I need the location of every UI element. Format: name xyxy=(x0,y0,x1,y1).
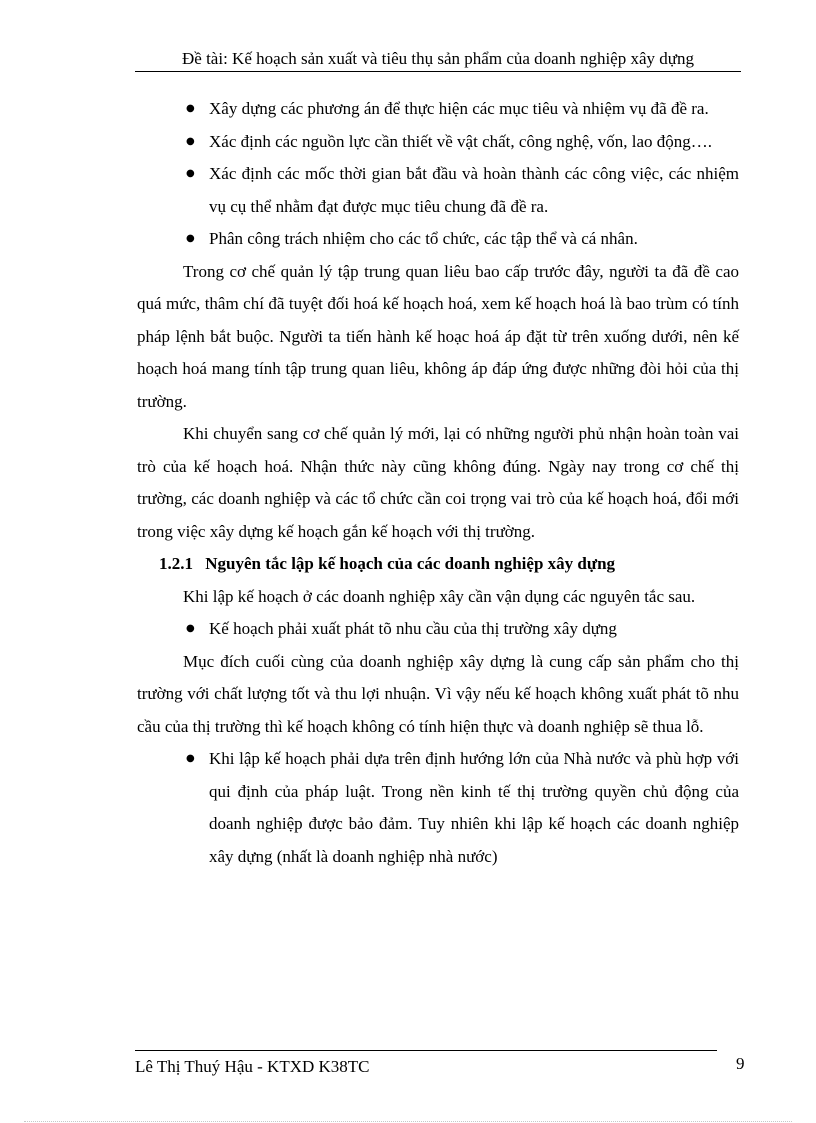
bullet-item: ● Xác định các mốc thời gian bắt đầu và hoàn thành các công việc, các nhiệm vụ cụ thể nhằm đạt được mục tiêu chung đã đề ra. xyxy=(137,158,739,223)
page-boundary xyxy=(24,1121,792,1122)
bullet-item: ● Phân công trách nhiệm cho các tổ chức, các tập thể và cá nhân. xyxy=(137,223,739,256)
bullet-item: ● Xác định các nguồn lực cần thiết về vật chất, công nghệ, vốn, lao động…. xyxy=(137,126,739,159)
bullet-item: ● Kế hoạch phải xuất phát tõ nhu cầu của thị trường xây dựng xyxy=(137,613,739,646)
paragraph: Khi chuyển sang cơ chế quản lý mới, lại có những người phủ nhận hoàn toàn vai trò của kế hoạch hoá. Nhận thức này cũng không đúng. Ngày nay trong cơ chế thị trường, các doanh nghiệp và các tổ chức cần coi trọng vai trò của kế hoạch hoá, đổi mới trong việc xây dựng kế hoạch gắn kế hoạch với thị trường. xyxy=(137,424,739,541)
section-title: Nguyên tắc lập kế hoạch của các doanh nghiệp xây dựng xyxy=(205,554,616,573)
section-number: 1.2.1 xyxy=(159,554,193,573)
paragraph: Trong cơ chế quản lý tập trung quan liêu bao cấp trước đây, người ta đã đề cao quá mức, thâm chí đã tuyệt đối hoá kế hoạch hoá, xem kế hoạch hoá là bao trùm có tính pháp lệnh bắt buộc. Người ta tiến hành kế hoạc hoá áp đặt từ trên xuống dưới, nên kế hoạch hoá mang tính tập trung quan liêu, không áp đáp ứng được những đòi hỏi của thị trường. xyxy=(137,261,739,411)
page-number: 9 xyxy=(736,1054,745,1073)
page-header: Đề tài: Kế hoạch sản xuất và tiêu thụ sản phẩm của doanh nghiệp xây dựng xyxy=(135,48,741,72)
bullet-list-principles-2 xyxy=(137,743,739,873)
bullet-list-objectives xyxy=(137,93,739,256)
paragraph: Khi lập kế hoạch ở các doanh nghiệp xây cần vận dụng các nguyên tắc sau. xyxy=(183,586,696,606)
footer-author: Lê Thị Thuý Hậu - KTXD K38TC xyxy=(135,1057,370,1076)
bullet-list-principles xyxy=(137,613,739,646)
page-content xyxy=(137,93,739,873)
paragraph: Mục đích cuối cùng của doanh nghiệp xây dựng là cung cấp sản phẩm cho thị trường với chất lượng tốt và thu lợi nhuận. Vì vậy nếu kế hoạch không xuất phát tõ nhu cầu của thị trường thì kế hoạch không có tính hiện thực và doanh nghiệp sẽ thua lỗ. xyxy=(137,651,739,736)
section-heading xyxy=(137,548,739,581)
footer-divider xyxy=(135,1050,717,1051)
bullet-item: ● Xây dựng các phương án để thực hiện các mục tiêu và nhiệm vụ đã đề ra. xyxy=(137,93,739,126)
bullet-item: ● Khi lập kế hoạch phải dựa trên định hướng lớn của Nhà nước và phù hợp với qui định của pháp luật. Trong nền kinh tế thị trường quyền chủ động của doanh nghiệp được bảo đảm. Tuy nhiên khi lập kế hoạch các doanh nghiệp xây dựng (nhất là doanh nghiệp nhà nước) xyxy=(137,743,739,873)
